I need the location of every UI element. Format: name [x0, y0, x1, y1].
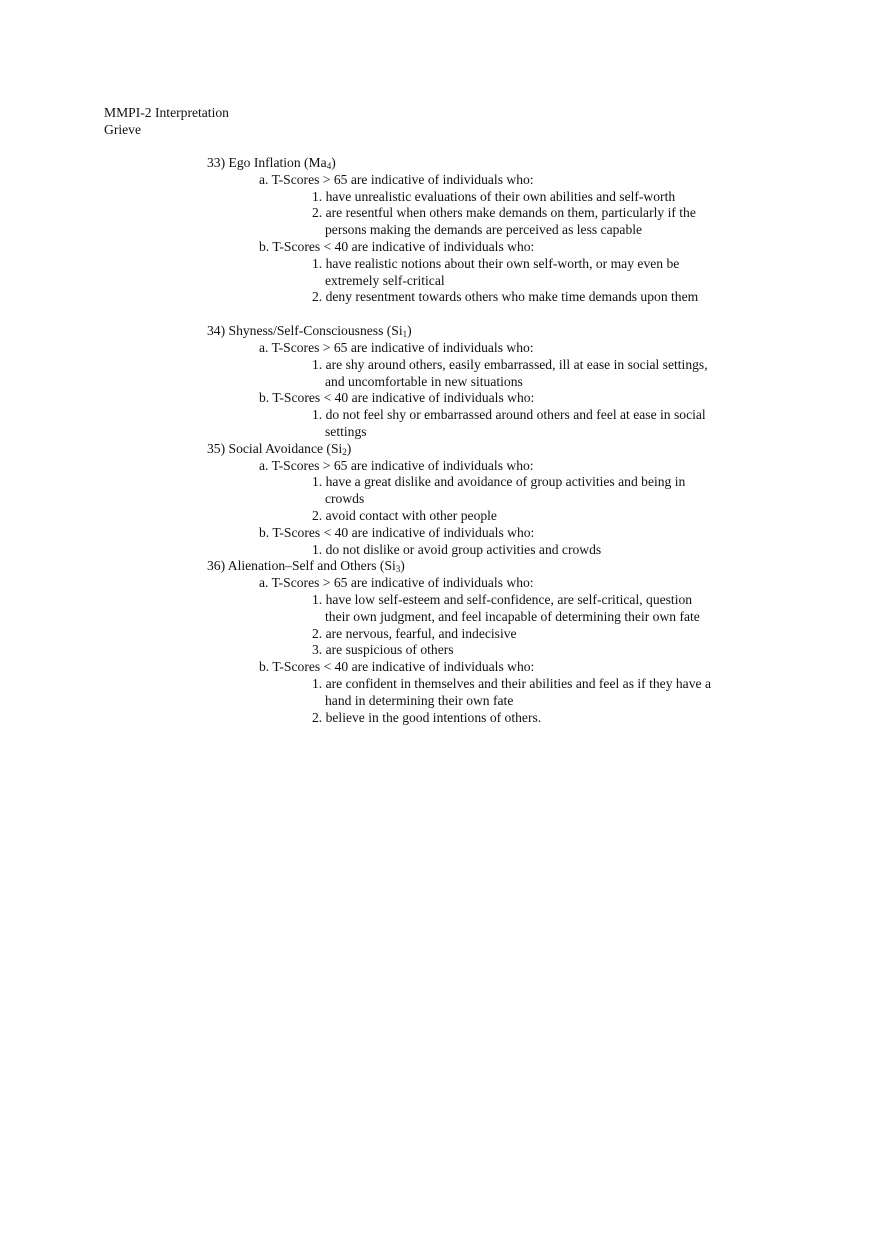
high-score-label: a. T-Scores > 65 are indicative of individuals who:	[259, 339, 534, 355]
list-item: 1. have unrealistic evaluations of their own abilities and self-worth	[312, 188, 676, 204]
low-score-group	[259, 239, 727, 306]
low-score-label: b. T-Scores < 40 are indicative of individuals who:	[259, 238, 535, 254]
scale-alienation	[207, 558, 727, 726]
high-score-group	[259, 340, 727, 390]
author-name: Grieve	[104, 121, 141, 137]
low-score-group	[259, 390, 727, 440]
list-item: 2. believe in the good intentions of others.	[312, 709, 542, 725]
list-item: 2. are resentful when others make demands on them, particularly if the persons making the demands are perceived as less capable	[312, 205, 696, 238]
list-item: 1. are confident in themselves and their abilities and feel as if they have a hand in determining their own fate	[312, 675, 711, 708]
scale-social-avoidance	[207, 441, 727, 559]
high-score-group	[259, 575, 727, 659]
high-score-label: a. T-Scores > 65 are indicative of individuals who:	[259, 171, 534, 187]
scale-shyness	[207, 323, 727, 441]
high-score-label: a. T-Scores > 65 are indicative of individuals who:	[259, 457, 534, 473]
scale-title: 33) Ego Inflation $(Ma_4)$	[207, 155, 336, 171]
list-item: 1. have low self-esteem and self-confidence, are self-critical, question their own judgment, and feel incapable of determining their own fate	[312, 591, 700, 624]
low-score-label: b. T-Scores < 40 are indicative of individuals who:	[259, 659, 535, 675]
list-item: 2. are nervous, fearful, and indecisive	[312, 625, 517, 641]
high-score-group	[259, 458, 727, 525]
scale-title: 35) Social Avoidance $(Si_2)$	[207, 440, 352, 457]
scale-title: 34) Shyness/Self-Consciousness $(Si_1)$	[207, 323, 412, 340]
page-header	[104, 105, 229, 139]
list-item: 1. do not feel shy or embarrassed around others and feel at ease in social settings	[312, 407, 706, 439]
low-score-label: b. T-Scores < 40 are indicative of individuals who:	[259, 524, 535, 540]
document-title: MMPI-2 Interpretation	[104, 105, 229, 120]
high-score-label: a. T-Scores > 65 are indicative of individuals who:	[259, 575, 534, 591]
low-score-label: b. T-Scores < 40 are indicative of individuals who:	[259, 390, 535, 406]
low-score-group	[259, 659, 727, 726]
scale-ego-inflation	[207, 155, 727, 306]
scale-list	[207, 155, 727, 726]
list-item: 2. deny resentment towards others who make time demands upon them	[312, 289, 699, 305]
list-item: 3. are suspicious of others	[312, 642, 454, 658]
list-item: 1. are shy around others, easily embarrassed, ill at ease in social settings, and uncomfortable in new situations	[312, 356, 708, 389]
scale-title: 36) Alienation–Self and Others $(Si_3)$	[207, 558, 405, 575]
list-item: 1. do not dislike or avoid group activities and crowds	[312, 541, 602, 557]
list-item: 2. avoid contact with other people	[312, 507, 497, 523]
high-score-group	[259, 172, 727, 239]
low-score-group	[259, 525, 727, 559]
list-item: 1. have realistic notions about their own self-worth, or may even be extremely self-critical	[312, 255, 680, 288]
list-item: 1. have a great dislike and avoidance of group activities and being in crowds	[312, 474, 686, 507]
